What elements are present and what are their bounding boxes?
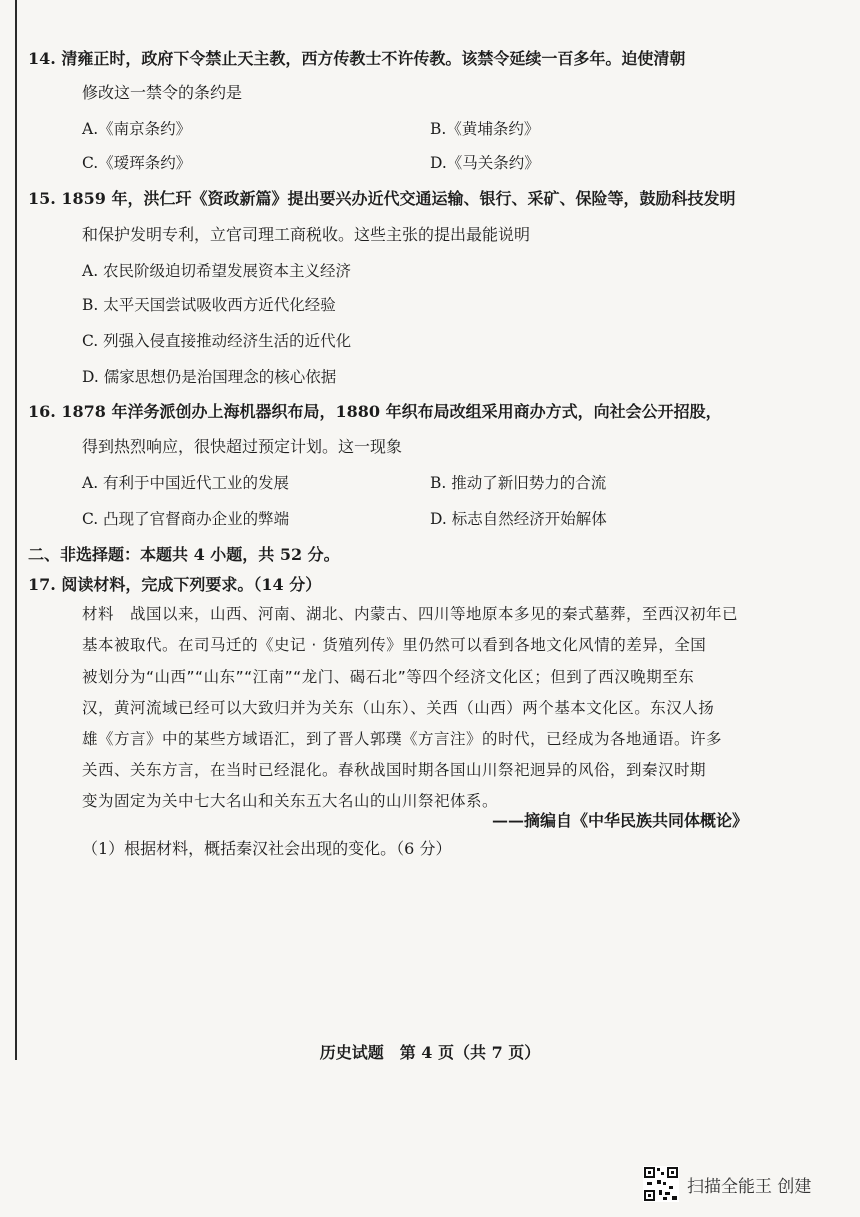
q17-material-line3: 被划分为“山西”“山东”“江南”“龙门、碣石北”等四个经济文化区；但到了西汉晚期至东 — [82, 668, 695, 686]
q17-material-source: ——摘编自《中华民族共同体概论》 — [491, 811, 748, 830]
q17-material-line1: 材料 战国以来，山西、河南、湖北、内蒙古、四川等地原本多见的秦式墓葬，至西汉初年已 — [82, 605, 739, 623]
binding-margin-line — [15, 0, 17, 1060]
q17-material-line6: 关西、关东方言，在当时已经混化。春秋战国时期各国山川祭祀迥异的风俗，到秦汉时期 — [82, 761, 707, 779]
q17-title: 17. 阅读材料，完成下列要求。（14 分） — [28, 575, 322, 594]
q16-stem-line1: 16. 1878 年洋务派创办上海机器织布局，1880 年织布局改组采用商办方式，向社会公开招股， — [28, 402, 722, 421]
q14-stem-line2: 修改这一禁令的条约是 — [82, 83, 243, 102]
q16-stem-line2: 得到热烈响应，很快超过预定计划。这一现象 — [82, 437, 403, 456]
section-heading-non-choice: 二、非选择题：本题共 4 小题，共 52 分。 — [28, 545, 340, 564]
q17-material-line7: 变为固定为关中七大名山和关东五大名山的山川祭祀体系。 — [82, 792, 499, 810]
q15-option-b: B. 太平天国尝试吸收西方近代化经验 — [82, 296, 336, 314]
q15-option-c: C. 列强入侵直接推动经济生活的近代化 — [82, 332, 352, 350]
scanner-watermark — [643, 1166, 811, 1202]
q14-option-d: D.《马关条约》 — [430, 154, 540, 172]
q14-option-b: B.《黄埔条约》 — [430, 120, 540, 138]
q15-stem-line2: 和保护发明专利，立官司理工商税收。这些主张的提出最能说明 — [82, 225, 531, 244]
qr-code-icon — [643, 1166, 679, 1202]
q14-option-a: A.《南京条约》 — [82, 120, 192, 138]
q16-option-c: C. 凸现了官督商办企业的弊端 — [82, 510, 290, 528]
q17-material-line2: 基本被取代。在司马迁的《史记 · 货殖列传》里仍然可以看到各地文化风情的差异，全国 — [82, 636, 707, 654]
q16-option-b: B. 推动了新旧势力的合流 — [430, 474, 607, 492]
q14-option-c: C.《瑷珲条约》 — [82, 154, 192, 172]
q16-option-d: D. 标志自然经济开始解体 — [430, 510, 607, 528]
q15-option-d: D. 儒家思想仍是治国理念的核心依据 — [82, 368, 337, 386]
q17-subquestion-1: （1）根据材料，概括秦汉社会出现的变化。（6 分） — [82, 839, 452, 858]
page-footer: 历史试题 第 4 页（共 7 页） — [319, 1043, 541, 1062]
watermark-text: 扫描全能王 创建 — [687, 1176, 812, 1197]
q17-material-line4: 汉，黄河流域已经可以大致归并为关东（山东）、关西（山西）两个基本文化区。东汉人扬 — [82, 699, 715, 717]
q15-stem-line1: 15. 1859 年，洪仁玕《资政新篇》提出要兴办近代交通运输、银行、采矿、保险等，鼓励科技发明 — [28, 189, 736, 208]
q14-stem-line1: 14. 清雍正时，政府下令禁止天主教，西方传教士不许传教。该禁令延续一百多年。迫使清朝 — [28, 49, 686, 68]
q15-option-a: A. 农民阶级迫切希望发展资本主义经济 — [82, 262, 352, 280]
q16-option-a: A. 有利于中国近代工业的发展 — [82, 474, 290, 492]
q17-material-line5: 雄《方言》中的某些方域语汇，到了晋人郭璞《方言注》的时代，已经成为各地通语。许多 — [82, 730, 723, 748]
